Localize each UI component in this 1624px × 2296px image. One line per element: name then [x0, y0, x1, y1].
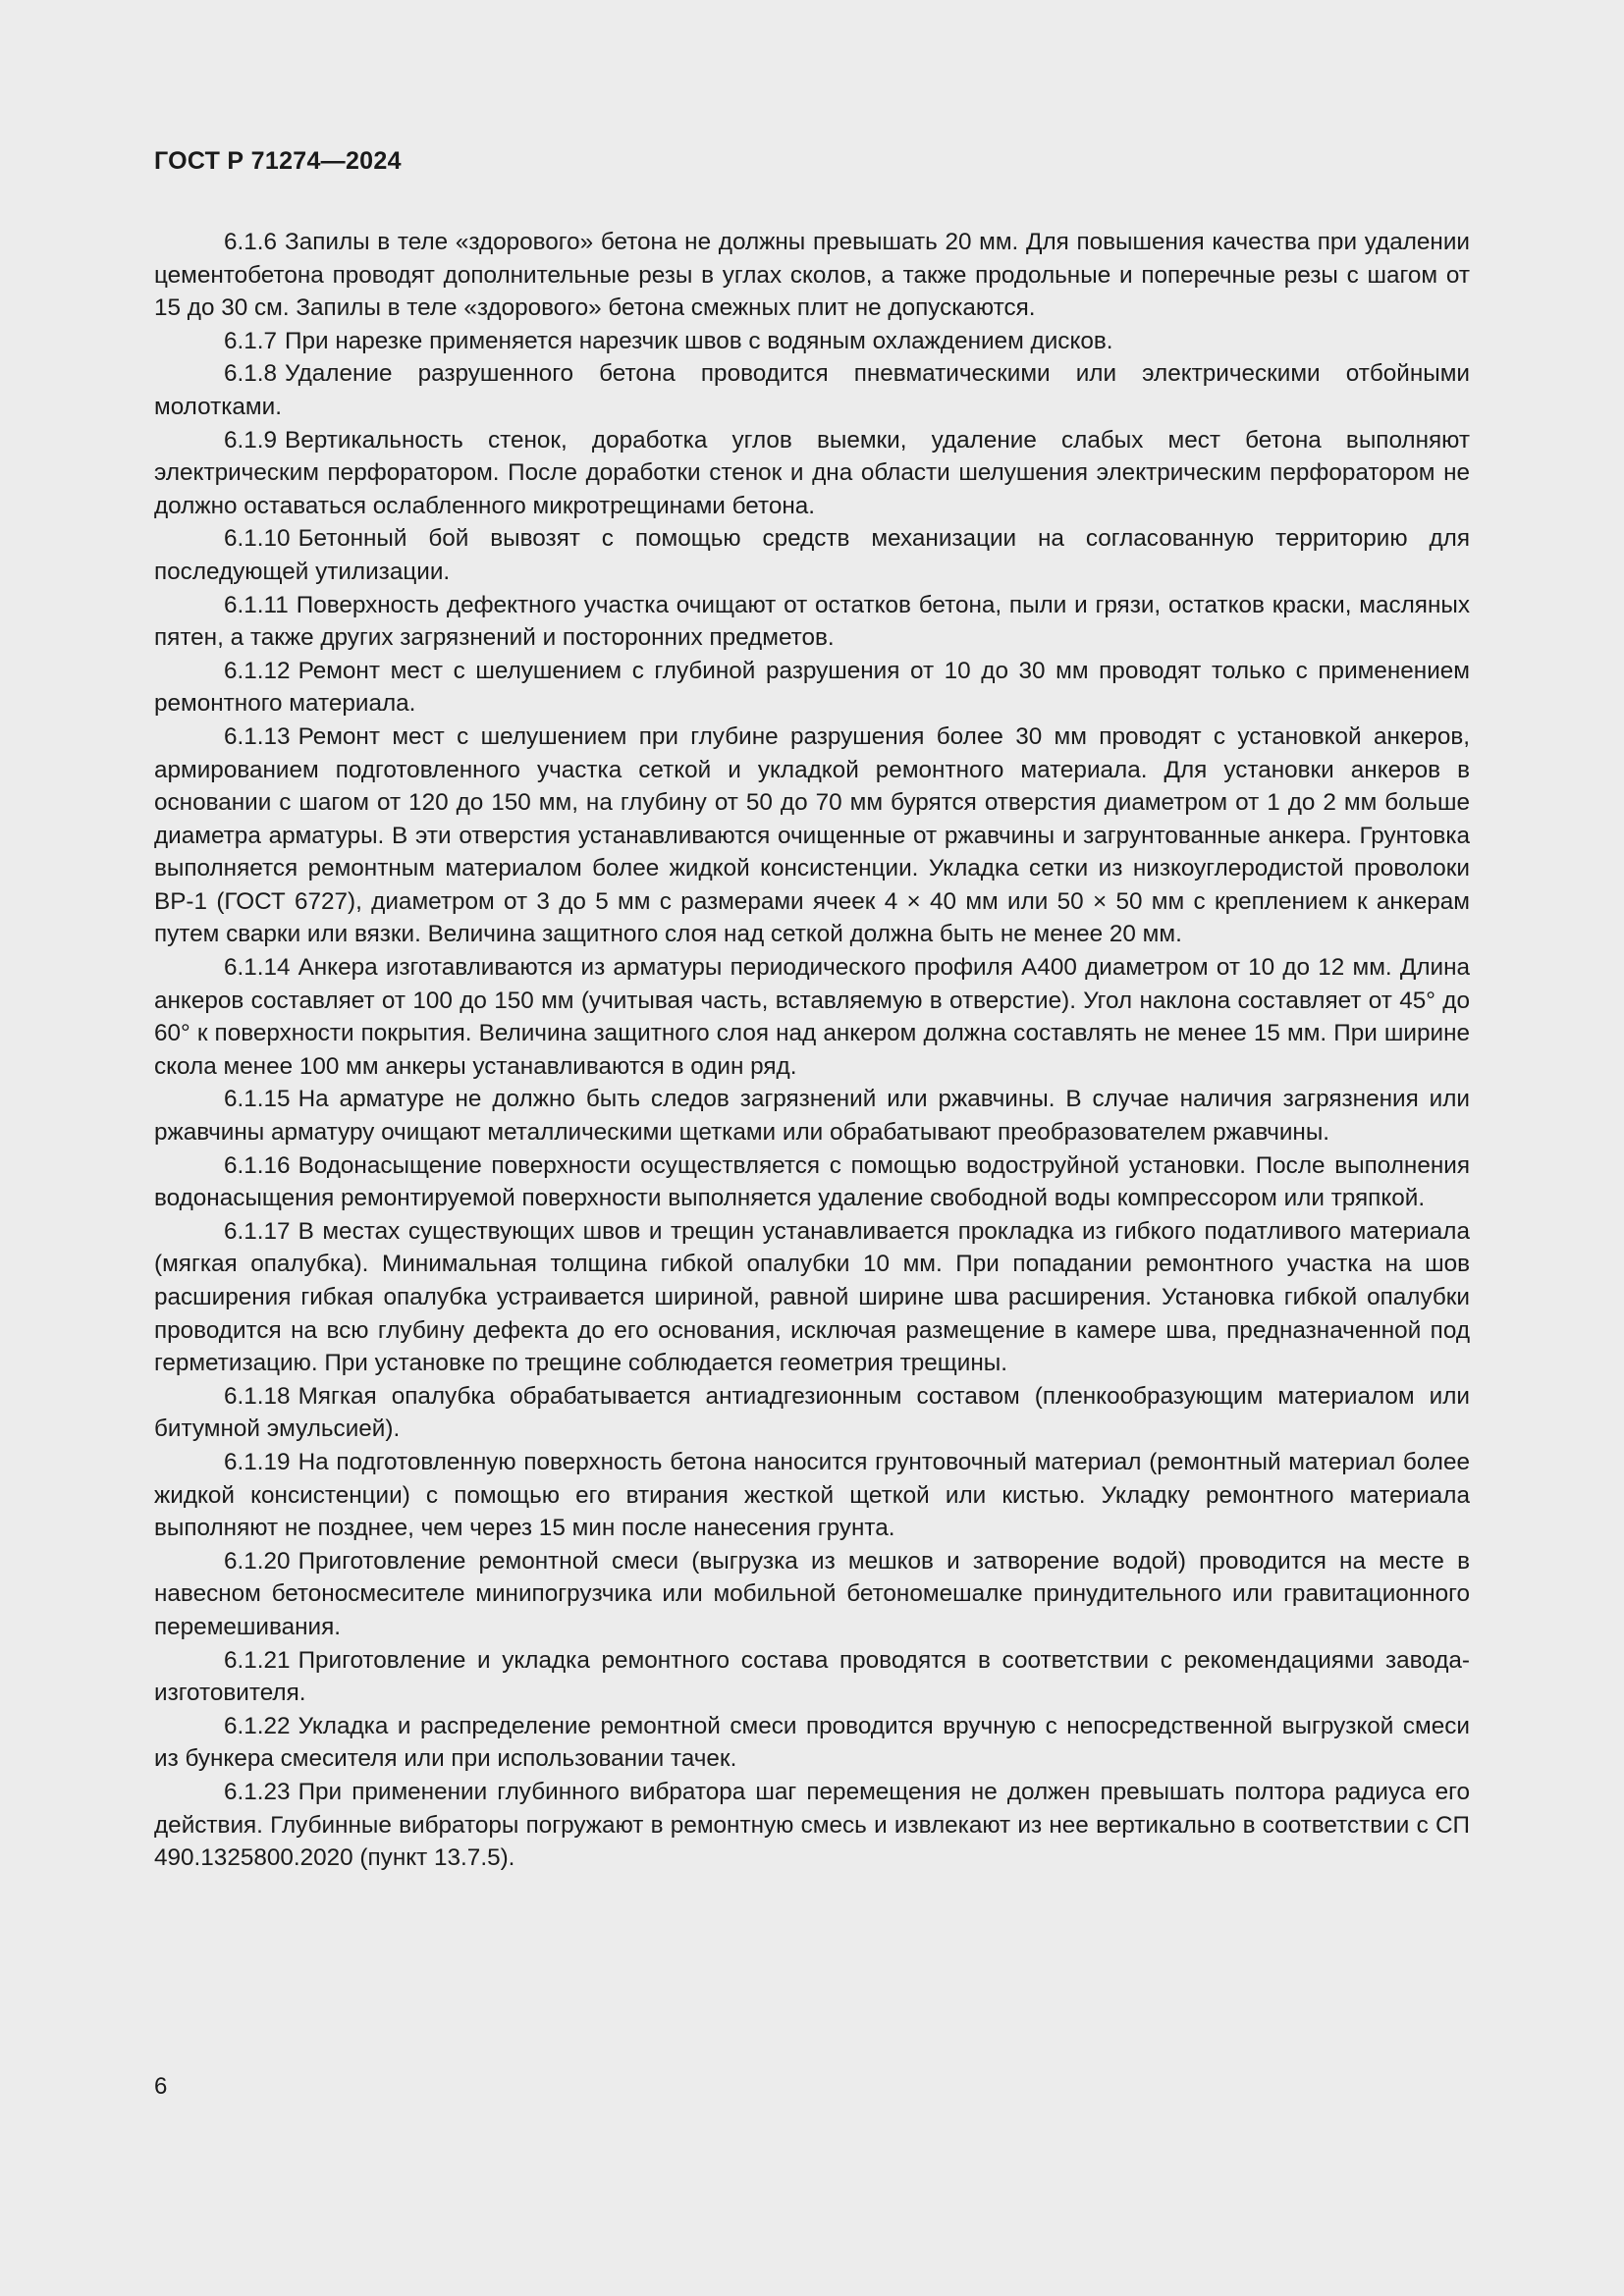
- paragraph-6-1-17: [154, 1215, 1470, 1380]
- clause-text: Запилы в теле «здорового» бетона не должны превышать 20 мм. Для повышения качества при удалении цементобетона проводят дополнительные резы в углах сколов, а также продольные и поперечные резы с шагом от 15 до 30 см. Запилы в теле «здорового» бетона смежных плит не допускаются.: [154, 229, 1470, 322]
- clause-number: 6.1.11: [224, 591, 289, 618]
- paragraph-6-1-23: [154, 1776, 1470, 1875]
- document-body: [154, 226, 1470, 1875]
- page-number: 6: [154, 2073, 168, 2100]
- paragraph-6-1-8: [154, 357, 1470, 423]
- clause-text: Приготовление ремонтной смеси (выгрузка из мешков и затворение водой) проводится на месте в навесном бетоносмесителе минипогрузчика или мобильной бетономешалке принудительного или гравитационного перемешивания.: [154, 1547, 1470, 1640]
- clause-number: 6.1.15: [224, 1086, 291, 1113]
- clause-text: В местах существующих швов и трещин устанавливается прокладка из гибкого податливого материала (мягкая опалубка). Минимальная толщина гибкой опалубки 10 мм. При попадании ремонтного участка на шов расширения гибкая опалубка устраивается шириной, равной ширине шва расширения. Установка гибкой опалубки проводится на всю глубину дефекта до его основания, исключая размещение в камере шва, предназначенной под герметизацию. При установке по трещине соблюдается геометрия трещины.: [154, 1217, 1470, 1377]
- paragraph-6-1-6: [154, 226, 1470, 325]
- document-code-header: ГОСТ Р 71274—2024: [154, 147, 402, 175]
- clause-number: 6.1.9: [224, 426, 278, 454]
- clause-text: Анкера изготавливаются из арматуры периодического профиля А400 диаметром от 10 до 12 мм. Длина анкеров составляет от 100 до 150 мм (учитывая часть, вставляемую в отверстие). Угол наклона составляет от 45° до 60° к поверхности покрытия. Величина защитного слоя над анкером должна составлять не менее 15 мм. При ширине скола менее 100 мм анкеры устанавливаются в один ряд.: [154, 954, 1470, 1080]
- clause-text: Мягкая опалубка обрабатывается антиадгезионным составом (пленкообразующим материалом или битумной эмульсией).: [154, 1382, 1470, 1443]
- paragraph-6-1-15: [154, 1083, 1470, 1148]
- clause-number: 6.1.23: [224, 1778, 291, 1805]
- clause-text: Ремонт мест с шелушением с глубиной разрушения от 10 до 30 мм проводят только с применением ремонтного материала.: [154, 657, 1470, 718]
- paragraph-6-1-18: [154, 1380, 1470, 1446]
- paragraph-6-1-19: [154, 1446, 1470, 1545]
- clause-number: 6.1.21: [224, 1646, 291, 1674]
- clause-text: На подготовленную поверхность бетона наносится грунтовочный материал (ремонтный материал более жидкой консистенции) с помощью его втирания жесткой щеткой или кистью. Укладку ремонтного материала выполняют не позднее, чем через 15 мин после нанесения грунта.: [154, 1448, 1470, 1542]
- paragraph-6-1-16: [154, 1149, 1470, 1215]
- paragraph-6-1-21: [154, 1644, 1470, 1710]
- clause-text: На арматуре не должно быть следов загрязнений или ржавчины. В случае наличия загрязнения или ржавчины арматуру очищают металлическими щетками или обрабатывают преобразователем ржавчины.: [154, 1086, 1470, 1147]
- paragraph-6-1-22: [154, 1710, 1470, 1776]
- clause-number: 6.1.16: [224, 1151, 291, 1179]
- clause-text: Вертикальность стенок, доработка углов выемки, удаление слабых мест бетона выполняют электрическим перфоратором. После доработки стенок и дна области шелушения электрическим перфоратором не должно оставаться ослабленного микротрещинами бетона.: [154, 426, 1470, 519]
- clause-number: 6.1.6: [224, 229, 278, 255]
- paragraph-6-1-12: [154, 655, 1470, 721]
- clause-number: 6.1.7: [224, 327, 278, 354]
- clause-number: 6.1.18: [224, 1382, 291, 1410]
- paragraph-6-1-13: [154, 721, 1470, 951]
- clause-text: Приготовление и укладка ремонтного состава проводятся в соответствии с рекомендациями завода-изготовителя.: [154, 1646, 1470, 1707]
- clause-number: 6.1.13: [224, 722, 291, 750]
- clause-text: Поверхность дефектного участка очищают от остатков бетона, пыли и грязи, остатков краски, масляных пятен, а также других загрязнений и посторонних предметов.: [154, 591, 1470, 652]
- paragraph-6-1-9: [154, 424, 1470, 523]
- clause-text: Водонасыщение поверхности осуществляется с помощью водоструйной установки. После выполнения водонасыщения ремонтируемой поверхности выполняется удаление свободной воды компрессором или тряпкой.: [154, 1151, 1470, 1212]
- paragraph-6-1-11: [154, 589, 1470, 655]
- clause-number: 6.1.8: [224, 360, 278, 388]
- clause-text: Бетонный бой вывозят с помощью средств механизации на согласованную территорию для последующей утилизации.: [154, 525, 1470, 585]
- clause-text: Укладка и распределение ремонтной смеси проводится вручную с непосредственной выгрузкой смеси из бункера смесителя или при использовании тачек.: [154, 1712, 1470, 1773]
- clause-number: 6.1.14: [224, 954, 291, 982]
- paragraph-6-1-7: [154, 325, 1470, 358]
- clause-text: При применении глубинного вибратора шаг перемещения не должен превышать полтора радиуса его действия. Глубинные вибраторы погружают в ремонтную смесь и извлекают из нее вертикально в соответствии с СП 490.1325800.2020 (пункт 13.7.5).: [154, 1778, 1470, 1872]
- clause-number: 6.1.19: [224, 1448, 291, 1475]
- paragraph-6-1-10: [154, 522, 1470, 588]
- clause-number: 6.1.10: [224, 525, 291, 553]
- clause-text: Удаление разрушенного бетона проводится пневматическими или электрическими отбойными молотками.: [154, 360, 1470, 420]
- clause-number: 6.1.22: [224, 1712, 291, 1739]
- clause-number: 6.1.20: [224, 1547, 291, 1575]
- clause-number: 6.1.12: [224, 657, 291, 684]
- clause-text: Ремонт мест с шелушением при глубине разрушения более 30 мм проводят с установкой анкеров, армированием подготовленного участка сеткой и укладкой ремонтного материала. Для установки анкеров в основании с шагом от 120 до 150 мм, на глубину от 50 до 70 мм бурятся отверстия диаметром от 1 до 2 мм больше диаметра арматуры. В эти отверстия устанавливаются очищенные от ржавчины и загрунтованные анкера. Грунтовка выполняется ремонтным материалом более жидкой консистенции. Укладка сетки из низкоуглеродистой проволоки ВР-1 (ГОСТ 6727), диаметром от 3 до 5 мм с размерами ячеек 4 × 40 мм или 50 × 50 мм с креплением к анкерам путем сварки или вязки. Величина защитного слоя над сеткой должна быть не менее 20 мм.: [154, 722, 1470, 948]
- paragraph-6-1-14: [154, 951, 1470, 1083]
- clause-number: 6.1.17: [224, 1217, 291, 1245]
- clause-text: При нарезке применяется нарезчик швов с водяным охлаждением дисков.: [285, 327, 1113, 354]
- paragraph-6-1-20: [154, 1545, 1470, 1644]
